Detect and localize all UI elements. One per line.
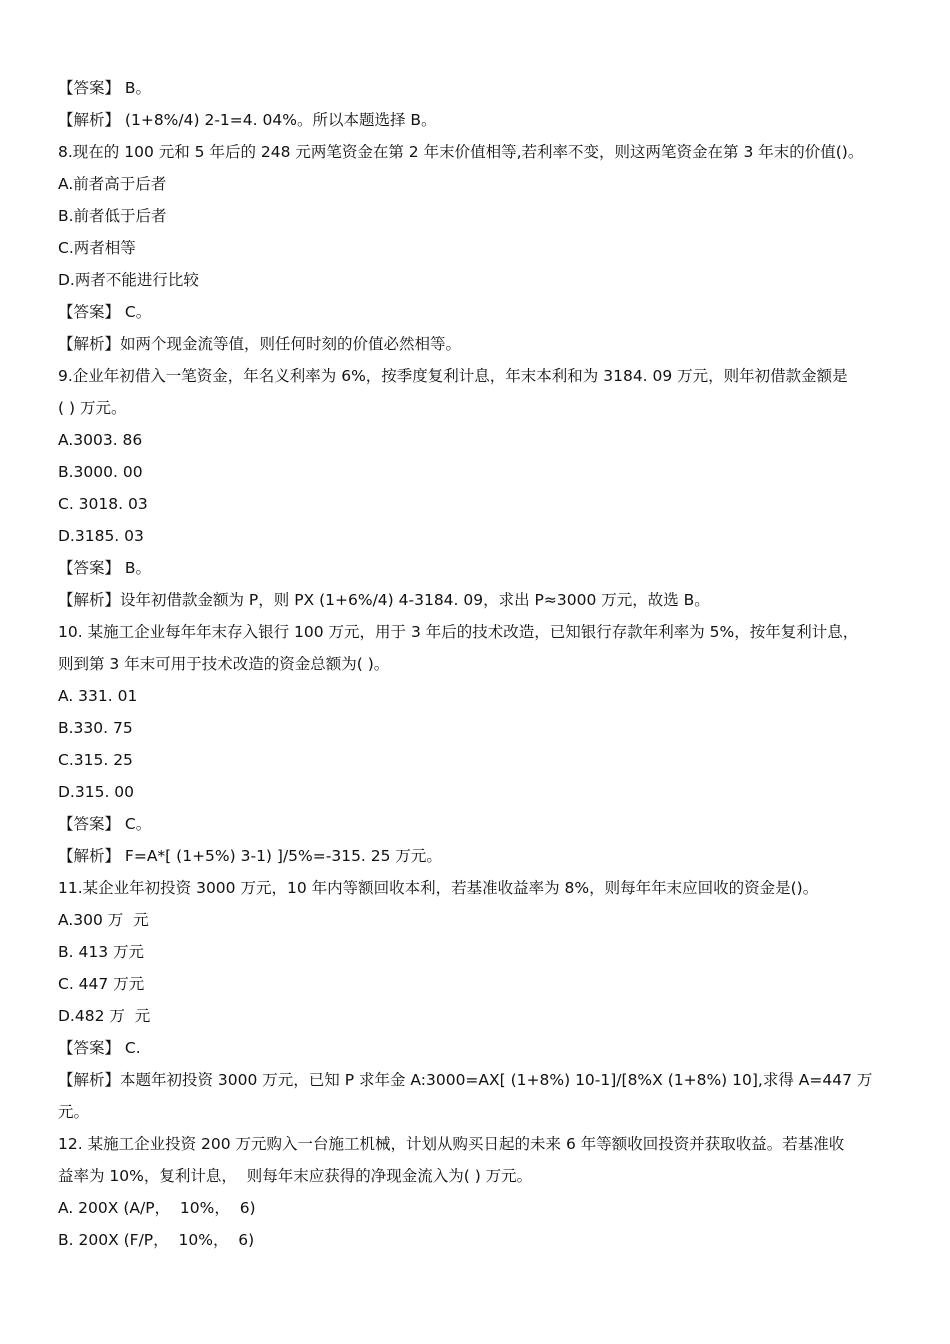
question-11-option-d: D.482 万 元 xyxy=(58,1007,151,1025)
question-9-text-cont: ( ) 万元。 xyxy=(58,399,127,417)
question-10-explanation: 【解析】 F=A*[ (1+5%) 3-1) ]/5%=-315. 25 万元。 xyxy=(58,847,442,865)
question-11-option-a: A.300 万 元 xyxy=(58,911,149,929)
question-10-text-cont: 则到第 3 年末可用于技术改造的资金总额为( )。 xyxy=(58,655,390,673)
question-11-option-c: C. 447 万元 xyxy=(58,975,145,993)
question-11-explanation-cont: 元。 xyxy=(58,1103,90,1121)
question-8-answer: 【答案】 C。 xyxy=(58,303,152,321)
question-8-option-c: C.两者相等 xyxy=(58,239,136,257)
question-10-option-d: D.315. 00 xyxy=(58,783,135,801)
question-12-text-cont: 益率为 10%，复利计息， 则每年末应获得的净现金流入为( ) 万元。 xyxy=(58,1167,533,1185)
question-11-text: 11.某企业年初投资 3000 万元，10 年内等额回收本利，若基准收益率为 8%，则每年年末应回收的资金是()。 xyxy=(58,879,819,897)
question-12-option-b: B. 200X (F/P， 10%， 6) xyxy=(58,1231,255,1249)
question-8-option-a: A.前者高于后者 xyxy=(58,175,167,193)
question-10-answer: 【答案】 C。 xyxy=(58,815,152,833)
document-page xyxy=(58,72,900,1256)
question-10-option-b: B.330. 75 xyxy=(58,719,133,737)
explanation-line: 【解析】 (1+8%/4) 2-1=4. 04%。所以本题选择 B。 xyxy=(58,111,437,129)
question-8-option-b: B.前者低于后者 xyxy=(58,207,167,225)
question-11-answer: 【答案】 C. xyxy=(58,1039,141,1057)
question-12-option-a: A. 200X (A/P， 10%， 6) xyxy=(58,1199,256,1217)
question-10-option-a: A. 331. 01 xyxy=(58,687,138,705)
question-10-text: 10. 某施工企业每年年末存入银行 100 万元，用于 3 年后的技术改造，已知银行存款年利率为 5%，按年复利计息， xyxy=(58,623,859,641)
question-9-explanation: 【解析】设年初借款金额为 P，则 PX (1+6%/4) 4-3184. 09，求出 P≈3000 万元，故选 B。 xyxy=(58,591,710,609)
question-9-option-d: D.3185. 03 xyxy=(58,527,144,545)
question-9-option-c: C. 3018. 03 xyxy=(58,495,148,513)
question-11-option-b: B. 413 万元 xyxy=(58,943,144,961)
question-8-text: 8.现在的 100 元和 5 年后的 248 元两笔资金在第 2 年末价值相等,若利率不变，则这两笔资金在第 3 年末的价值()。 xyxy=(58,143,864,161)
answer-line: 【答案】 B。 xyxy=(58,79,152,97)
question-9-option-b: B.3000. 00 xyxy=(58,463,143,481)
question-11-explanation: 【解析】本题年初投资 3000 万元，已知 P 求年金 A:3000=AX[ (1+8%) 10-1]/[8%X (1+8%) 10],求得 A=447 万 xyxy=(58,1071,873,1089)
question-9-option-a: A.3003. 86 xyxy=(58,431,143,449)
question-12-text: 12. 某施工企业投资 200 万元购入一台施工机械，计划从购买日起的未来 6 年等额收回投资并获取收益。若基准收 xyxy=(58,1135,845,1153)
question-8-option-d: D.两者不能进行比较 xyxy=(58,271,199,289)
question-10-option-c: C.315. 25 xyxy=(58,751,133,769)
question-8-explanation: 【解析】如两个现金流等值，则任何时刻的价值必然相等。 xyxy=(58,335,462,353)
question-9-text: 9.企业年初借入一笔资金，年名义利率为 6%，按季度复利计息，年末本利和为 3184. 09 万元，则年初借款金额是 xyxy=(58,367,848,385)
question-9-answer: 【答案】 B。 xyxy=(58,559,152,577)
